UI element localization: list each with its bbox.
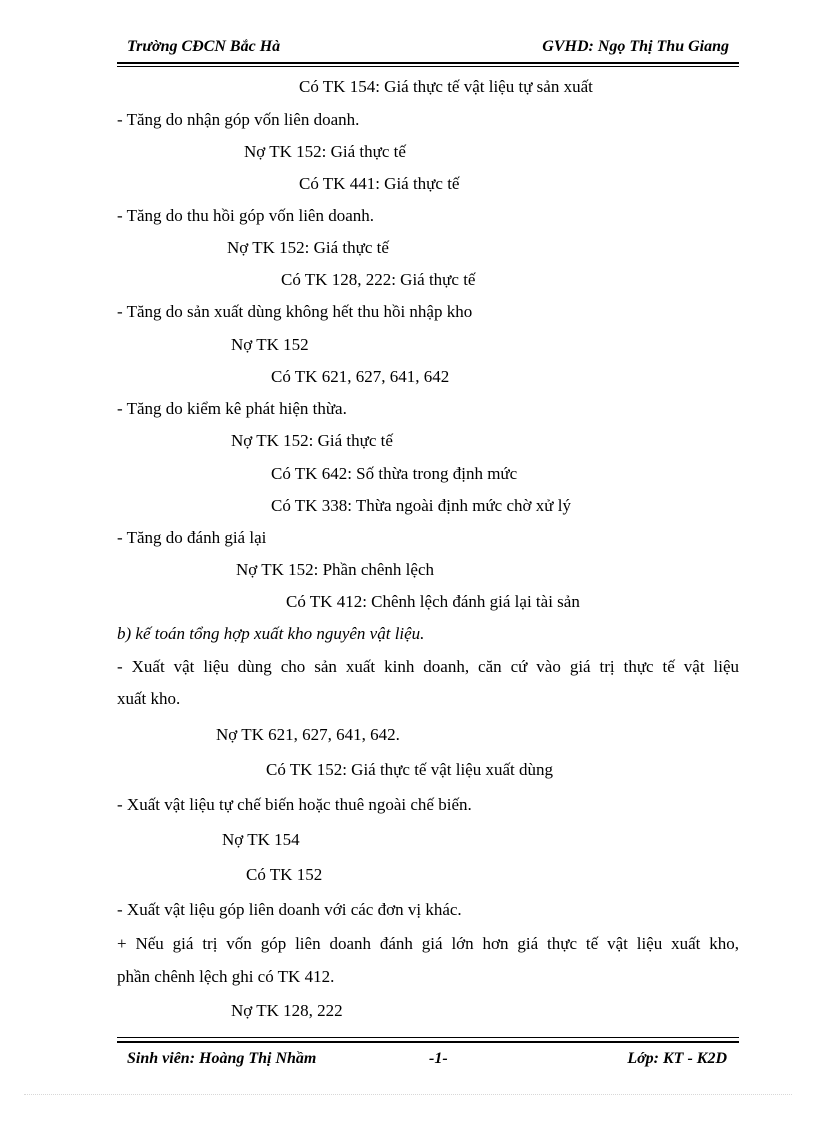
- entry-line: - Tăng do nhận góp vốn liên doanh.: [117, 110, 360, 129]
- entry-line: Có TK 128, 222: Giá thực tế: [281, 270, 476, 289]
- header-rule-thin: [117, 66, 739, 67]
- entry-line: Nợ TK 128, 222: [231, 1001, 343, 1020]
- entry-line: - Xuất vật liệu dùng cho sản xuất kinh doanh, căn cứ vào giá trị thực tế vật liệu: [117, 657, 739, 676]
- entry-line: phần chênh lệch ghi có TK 412.: [117, 967, 335, 986]
- entry-line: + Nếu giá trị vốn góp liên doanh đánh giá lớn hơn giá thực tế vật liệu xuất kho,: [117, 934, 739, 953]
- entry-line: - Tăng do đánh giá lại: [117, 528, 267, 547]
- header-rule-thick: [117, 62, 739, 64]
- entry-line: Nợ TK 621, 627, 641, 642.: [216, 725, 400, 744]
- entry-line: - Xuất vật liệu tự chế biến hoặc thuê ngoài chế biến.: [117, 795, 472, 814]
- page-number: -1-: [429, 1050, 448, 1067]
- entry-line: Có TK 412: Chênh lệch đánh giá lại tài sản: [286, 592, 580, 611]
- page-bottom-border: [24, 1094, 792, 1095]
- footer-rule-thick: [117, 1041, 739, 1043]
- entry-line: - Tăng do kiểm kê phát hiện thừa.: [117, 399, 347, 418]
- entry-line: Có TK 441: Giá thực tế: [299, 174, 460, 193]
- entry-line: Nợ TK 152: Giá thực tế: [231, 431, 393, 450]
- supervisor-name: GVHD: Ngọ Thị Thu Giang: [542, 38, 729, 55]
- entry-line: Có TK 642: Số thừa trong định mức: [271, 464, 518, 483]
- entry-line: Có TK 338: Thừa ngoài định mức chờ xử lý: [271, 496, 571, 515]
- class-name: Lớp: KT - K2D: [627, 1050, 727, 1067]
- entry-line: Có TK 154: Giá thực tế vật liệu tự sản xuất: [299, 77, 593, 96]
- entry-line: Nợ TK 152: [231, 335, 309, 354]
- entry-line: Nợ TK 152: Giá thực tế: [227, 238, 389, 257]
- student-name: Sinh viên: Hoàng Thị Nhầm: [127, 1050, 317, 1067]
- entry-line: Có TK 152: Giá thực tế vật liệu xuất dùng: [266, 760, 553, 779]
- entry-line: Có TK 621, 627, 641, 642: [271, 367, 450, 386]
- entry-line: - Tăng do thu hồi góp vốn liên doanh.: [117, 206, 375, 225]
- footer-rule-thin: [117, 1037, 739, 1038]
- page-header: [117, 38, 739, 62]
- school-name: Trường CĐCN Bắc Hà: [127, 38, 281, 55]
- entry-line: Có TK 152: [246, 865, 323, 884]
- entry-line: Nợ TK 154: [222, 830, 300, 849]
- entry-line: - Tăng do sản xuất dùng không hết thu hồi nhập kho: [117, 302, 473, 321]
- page-footer: [117, 1050, 739, 1074]
- entry-line: Nợ TK 152: Phần chênh lệch: [236, 560, 434, 579]
- entry-line: Nợ TK 152: Giá thực tế: [244, 142, 406, 161]
- entry-line: xuất kho.: [117, 689, 181, 708]
- entry-line: - Xuất vật liệu góp liên doanh với các đơn vị khác.: [117, 900, 462, 919]
- section-heading: b) kế toán tổng hợp xuất kho nguyên vật liệu.: [117, 624, 425, 643]
